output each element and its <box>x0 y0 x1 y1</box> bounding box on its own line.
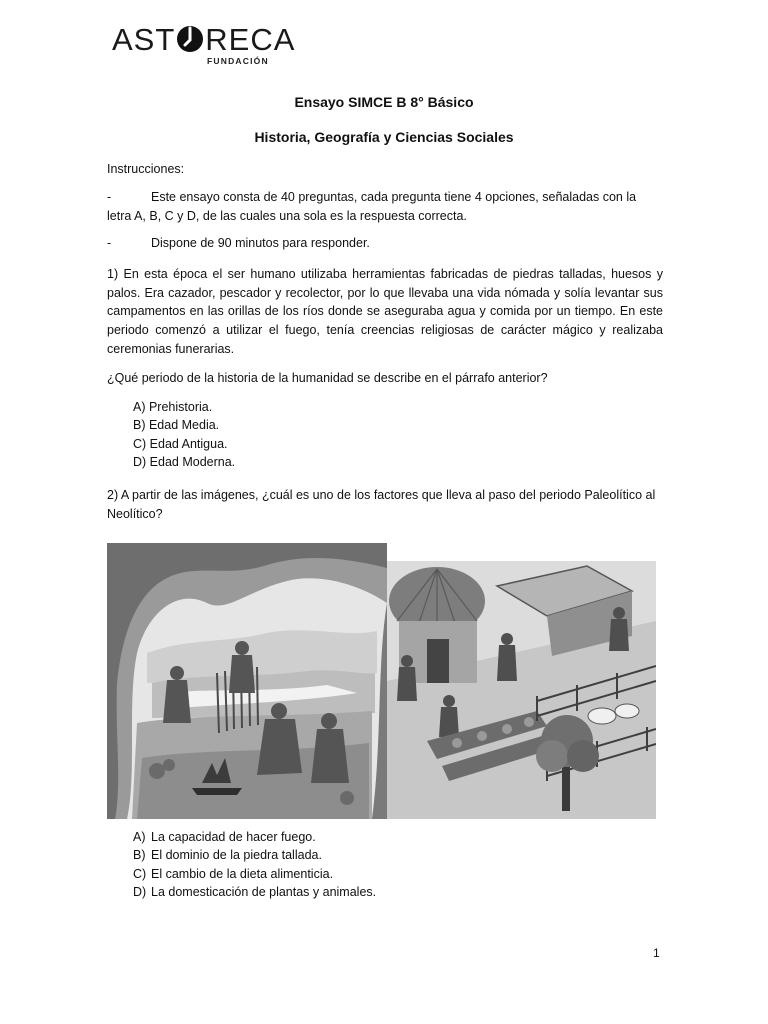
question-2-text: 2) A partir de las imágenes, ¿cuál es uno de los factores que lleva al paso del periodo Paleolítico al Neolítico? <box>107 488 656 521</box>
option-letter: A) <box>133 830 146 844</box>
option-c[interactable] <box>133 865 376 883</box>
logo-subtitle: FUNDACIÓN <box>207 56 269 66</box>
question-1-prompt: ¿Qué periodo de la historia de la humanidad se describe en el párrafo anterior? <box>107 371 548 385</box>
option-text: El cambio de la dieta alimenticia. <box>151 866 334 881</box>
option-text: La capacidad de hacer fuego. <box>151 830 316 844</box>
page-title: Ensayo SIMCE B 8° Básico <box>294 94 474 110</box>
question-2-options <box>133 828 376 901</box>
question-1-text: 1) En esta época el ser humano utilizaba herramientas fabricadas de piedras talladas, huesos y palos. Era cazador, pescador y recolector, por lo que llevaba una vida nómada y solía levantar sus campamentos en las orillas de los ríos donde se aseguraba agua y comida por un tiempo. En este periodo comenzó a utilizar el fuego, tenía creencias religiosas de carácter mágico y realizaba ceremonias funerarias. <box>107 267 663 356</box>
option-letter: C) <box>133 866 147 881</box>
instruction-bullet <box>107 188 663 225</box>
instructions-heading: Instrucciones: <box>107 162 185 176</box>
option-text: La domesticación de plantas y animales. <box>151 884 377 899</box>
bullet-text: Dispone de 90 minutos para responder. <box>151 236 370 250</box>
option-a[interactable] <box>133 828 376 846</box>
bullet-text: Este ensayo consta de 40 preguntas, cada pregunta tiene 4 opciones, señaladas con la <box>151 190 637 204</box>
option-letter: D) <box>133 884 147 899</box>
bullet-dash: - <box>107 190 112 204</box>
logo-word-right: RECA <box>205 22 296 57</box>
option-d[interactable]: D) Edad Moderna. <box>133 454 236 469</box>
option-text: El dominio de la piedra tallada. <box>151 848 322 863</box>
option-b[interactable] <box>133 846 376 864</box>
instruction-bullet <box>107 234 663 253</box>
bullet-dash: - <box>107 236 112 250</box>
logo <box>112 22 295 58</box>
option-a[interactable]: A) Prehistoria. <box>133 400 213 414</box>
page-number: 1 <box>653 946 660 960</box>
subject-title: Historia, Geografía y Ciencias Sociales <box>254 129 514 145</box>
option-c[interactable]: C) Edad Antigua. <box>133 436 228 451</box>
option-letter: B) <box>133 848 146 863</box>
neolithic-illustration <box>387 561 656 819</box>
option-b[interactable]: B) Edad Media. <box>133 418 220 433</box>
option-d[interactable] <box>133 883 376 901</box>
logo-word-left: AST <box>112 22 176 57</box>
question-1-options <box>133 398 235 471</box>
paleolithic-illustration <box>107 543 387 819</box>
bullet-text-cont: letra A, B, C y D, de las cuales una sola es la respuesta correcta. <box>107 208 467 223</box>
logo-o-icon <box>176 25 204 53</box>
